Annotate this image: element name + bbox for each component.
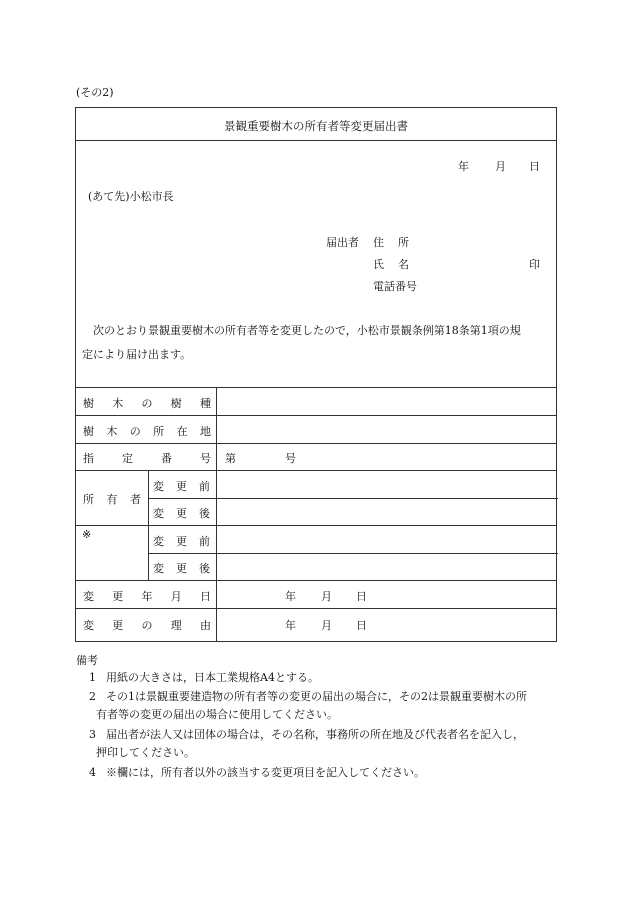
statement-line-1: 次のとおり景観重要樹木の所有者等を変更したので，小松市景観条例第18条第1項の規 xyxy=(93,324,521,337)
note-number: 1 xyxy=(89,671,96,684)
note-number: 4 xyxy=(89,766,96,779)
other-mark: ※ xyxy=(82,528,92,541)
row-line xyxy=(76,415,556,416)
note-text: 用紙の大きさは，日本工業規格A4とする。 xyxy=(106,671,319,684)
designation-prefix: 第 xyxy=(225,452,236,465)
change-date-month: 月 xyxy=(321,590,332,603)
note-text: その1は景観重要建造物の所有者等の変更の届出の場合に，その2は景観重要樹木の所 xyxy=(106,690,527,703)
note-text: 押印してください。 xyxy=(96,746,195,759)
species-label: 樹 木 の 樹 種 xyxy=(83,397,211,410)
change-reason-year: 年 xyxy=(285,619,296,632)
change-reason-month: 月 xyxy=(321,619,332,632)
label-column-line xyxy=(216,387,217,642)
row-line xyxy=(148,498,558,499)
form-frame xyxy=(75,107,557,642)
change-reason-day: 日 xyxy=(356,619,367,632)
name-label-1: 氏 xyxy=(373,258,384,271)
note-text: ※欄には，所有者以外の該当する変更項目を記入してください。 xyxy=(106,766,425,779)
change-date-day: 日 xyxy=(356,590,367,603)
address-label-1: 住 xyxy=(373,236,384,249)
statement-line-2: 定により届け出ます。 xyxy=(82,348,192,361)
owner-label: 所 有 者 xyxy=(83,493,141,506)
owner-before-label: 変 更 前 xyxy=(153,480,210,493)
other-after-label: 変 更 後 xyxy=(153,562,210,575)
address-label-2: 所 xyxy=(398,236,409,249)
designation-suffix: 号 xyxy=(285,452,296,465)
applicant-label: 届出者 xyxy=(326,236,359,249)
change-date-label: 変 更 年 月 日 xyxy=(83,590,211,603)
row-line xyxy=(76,608,556,609)
note-number: 2 xyxy=(89,690,96,703)
notes-heading: 備考 xyxy=(76,654,98,667)
addressee: (あて先)小松市長 xyxy=(88,190,174,203)
date-year-label: 年 xyxy=(458,160,469,173)
body-divider xyxy=(76,387,556,388)
change-date-year: 年 xyxy=(285,590,296,603)
date-day-label: 日 xyxy=(529,160,540,173)
designation-label: 指 定 番 号 xyxy=(83,452,211,465)
other-before-label: 変 更 前 xyxy=(153,535,210,548)
form-title: 景観重要樹木の所有者等変更届出書 xyxy=(224,119,408,133)
name-label-2: 名 xyxy=(398,258,409,271)
row-line xyxy=(76,443,556,444)
seal-mark: 印 xyxy=(529,258,540,271)
location-label: 樹 木 の 所 在 地 xyxy=(83,425,211,438)
title-divider xyxy=(76,140,556,141)
phone-label: 電話番号 xyxy=(373,280,417,293)
owner-column-line xyxy=(148,470,149,580)
form-number: (その2) xyxy=(76,86,114,99)
date-month-label: 月 xyxy=(495,160,506,173)
change-reason-label: 変 更 の 理 由 xyxy=(83,619,211,632)
note-number: 3 xyxy=(89,728,96,741)
note-text: 有者等の変更の届出の場合に使用してください。 xyxy=(96,708,338,721)
row-line xyxy=(148,553,558,554)
note-text: 届出者が法人又は団体の場合は，その名称，事務所の所在地及び代表者名を記入し， xyxy=(106,728,524,741)
row-line xyxy=(76,580,556,581)
owner-after-label: 変 更 後 xyxy=(153,507,210,520)
